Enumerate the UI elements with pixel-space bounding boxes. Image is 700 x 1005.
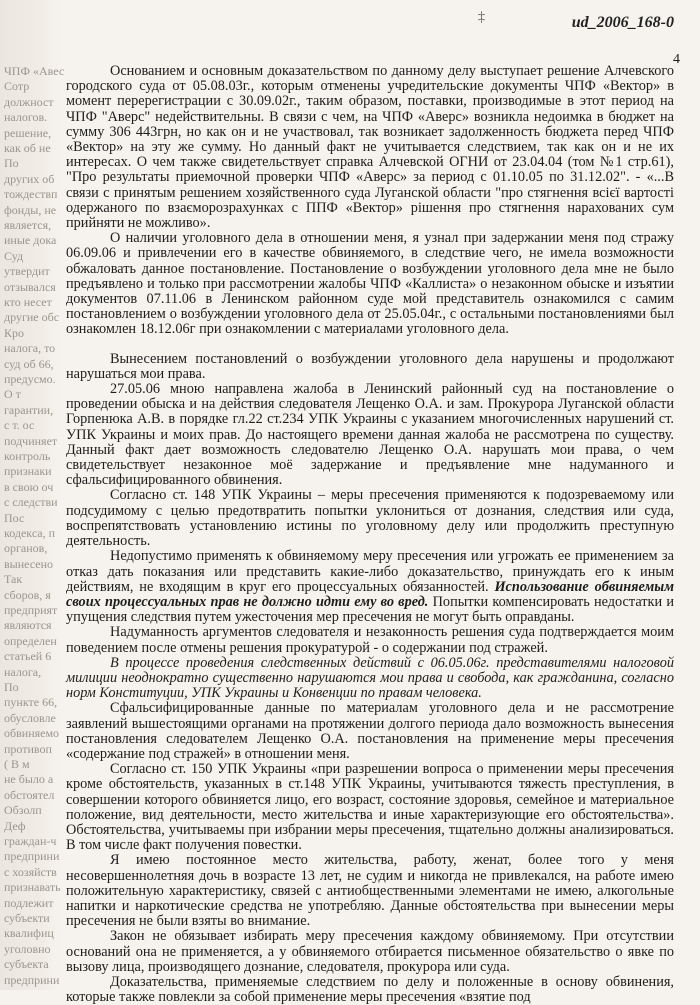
left-margin-bleed — [0, 0, 65, 990]
bleed-line: Пос — [4, 510, 25, 525]
emphasized-statement: Использование обвиняемым своих процессуальных прав не должно идти ему во вред. — [66, 578, 674, 610]
bleed-line: уголовно — [4, 941, 51, 956]
document-body — [66, 64, 674, 1005]
document-id: ud_2006_168-0 — [571, 14, 674, 31]
scan-speck: ‡ — [478, 10, 485, 25]
bleed-line: кодекса, п — [4, 526, 56, 540]
bleed-line: должност — [4, 94, 54, 109]
bleed-line: является, — [4, 218, 52, 232]
bleed-line: не было а — [4, 772, 54, 787]
bleed-line: другие обс — [4, 310, 60, 325]
paragraph-2: О наличии уголовного дела в отношении меня, я узнал при задержании меня под стражу 06.09.06 и привлечении его в качестве обвиняемого, в следствие чего, не имела возможности обжаловать данное постановление. Постановление о возбуждении уголовного дела мне не было предъявлено и только при рассмотрении жалобы ЧПФ «Каллиста» о незаконном обыске и изъятии документов 07.11.06 в Ленинском районном суде мой представитель ознакомился с самим постановлением о возбуждении уголовного дела от 25.05.04г., с остальными постановлениями был ознакомлен 18.12.06г при ознакомлении с материалами уголовного дела. — [66, 230, 674, 338]
bleed-line: налогов. — [4, 110, 48, 125]
bleed-line: подчиняет — [4, 433, 58, 448]
bleed-line: противоп — [4, 741, 52, 756]
bleed-line: Деф — [4, 818, 26, 833]
bleed-line: тождествп — [4, 187, 58, 202]
bleed-line: как об не — [4, 141, 51, 155]
bleed-line: решение, — [4, 125, 52, 140]
paragraph-1: Основанием и основным доказательством по данному делу выступает решение Алчевского городского суда от 05.08.03г., которым отменены учредительские документы ЧПФ «Вектор» в момент перерегистрации с 30.09.02г., таким образом, поставки, производимые в этот период на ЧПФ "Аверс" недействительны. В связи с чем, на ЧПФ «Аверс» возникла недоимка в бюджет на сумму 306 443грн, но как он и не участвовал, так возникает задолженность бюджета перед ЧПФ «Вектор» на эту же сумму. Но данный факт не учитывается следствием, так как он и не их интересах. О чем также свидетельствует справка Алчевской ОГНИ от 23.04.04 (том №1 стр.61), "Про результаты приемочной проверки ЧПФ «Аверс» за период с 01.10.05 по 31.12.02". - «...В связи с принятым решением хозяйственного суда Луганской области "про стягнення всієї вартості одержаного по взаєморозрахунках с ППФ «Вектор» рішення про стягнення нарахованих сум прийняти не можливо». — [66, 63, 674, 232]
bleed-line: иные дока — [4, 233, 57, 248]
bleed-line: О т — [4, 387, 21, 402]
paragraph-4: 27.05.06 мною направлена жалоба в Ленинский районный суд на постановление о проведении обыска и на действия следователя Лещенко О.А. и зам. Прокурора Луганской области Горпенюка А.В. в порядке гл.22 ст.234 УПК Украины с указанием многочисленных нарушений ст. УПК Украины и моих прав. До настоящего времени данная жалоба не рассмотрена по существу. Данный факт дает возможность следователю Лещенко О.А. нарушать мои права, о чем свидетельствует незаконное моё задержание и предъявление мне надуманного и сфальсифицированного обвинения. — [66, 381, 674, 489]
bleed-line: пункте 66, — [4, 695, 58, 710]
bleed-line: сборов, я — [4, 587, 51, 602]
bleed-line: предприни — [4, 972, 60, 987]
bleed-line: фонды, не — [4, 202, 57, 217]
bleed-line: Так — [4, 572, 23, 587]
bleed-line: Сотр — [4, 79, 30, 94]
paragraph-7: Надуманность аргументов следователя и незаконность решения суда подтверждается моим поведением после отмены решения прокуратурой - о содержании под стражей. — [66, 624, 674, 656]
paragraph-5: Согласно ст. 148 УПК Украины – меры пресечения применяются к подозреваемому или подсудимому с целью предотвратить попытки уклониться от дознания, следствия или суда, воспрепятствовать установлению истины по уголовному делу или продолжить преступную деятельность. — [66, 487, 674, 550]
bleed-line: Кро — [4, 325, 25, 340]
paragraph-3: Вынесением постановлений о возбуждении уголовного дела нарушены и продолжают нарушаться мои права. — [66, 350, 674, 382]
bleed-line: Суд — [4, 248, 24, 263]
bleed-line: квалифиц — [4, 926, 54, 941]
bleed-line: суд об 66, — [4, 356, 54, 371]
bleed-line: статьей 6 — [4, 649, 52, 664]
paragraph-13: Доказательства, применяемые следствием по делу и положенные в основу обвинения, которые также повлекли за собой применение меры пресечения «взятие под — [66, 973, 674, 1005]
bleed-line: гарантии, — [4, 402, 54, 417]
bleed-line: По — [4, 156, 19, 171]
bleed-line: налога, то — [4, 341, 56, 356]
bleed-line: субъекта — [4, 957, 49, 972]
bleed-line: с следстви — [4, 495, 58, 510]
bleed-line: являются — [4, 618, 52, 633]
bleed-line: подлежит — [4, 895, 54, 910]
bleed-line: субъекти — [4, 911, 50, 925]
paragraph-8-italic: В процессе проведения следственных действий с 06.05.06г. представителями налоговой милиции неоднократно существенно нарушаются мои права и свобода, как гражданина, согласно норм Конституции, УПК Украины и Конвенции по правам человека. — [66, 654, 674, 702]
bleed-line: налога, — [4, 664, 42, 679]
bleed-line: ( В м — [4, 757, 30, 771]
bleed-line: признаки — [4, 464, 52, 479]
bleed-line: в свою оч — [4, 479, 54, 494]
bleed-line: органов, — [4, 541, 48, 556]
bleed-line: По — [4, 680, 19, 694]
bleed-line: граждан-ч — [4, 834, 57, 848]
bleed-line: с хозяйств — [4, 864, 57, 879]
paragraph-6-text: Недопустимо применять к обвиняемому меру пресечения или угрожать ее применением за отказ дать показания или представить какие-либо доказательство, принуждать его к иным действиям, не входящим в круг его процессуальных обязанностей. — [66, 548, 674, 595]
bleed-line: предприят — [4, 603, 58, 617]
page-number: 4 — [673, 52, 680, 67]
bleed-line: определен — [4, 633, 57, 648]
paragraph-6-continuation: Попытки компенсировать недостатки и упущения следствия путем ужесточения мер пресечения не могут быть оправданы. — [66, 593, 674, 626]
bleed-line: с т. ос — [4, 418, 35, 433]
bleed-line: утвердит — [4, 264, 50, 279]
bleed-line: Обзолп — [4, 803, 42, 818]
paragraph-9: Сфальсифицированные данные по материалам уголовного дела и не рассмотрение заявлений вышестоящими органами на протяжении долгого периода дало возможность вынесения постановления следователем Лещенко О.А. постановления на применение меры пресечения «содержание под стражей» в отношении меня. — [66, 700, 674, 762]
bleed-line: обстоятел — [4, 787, 55, 802]
bleed-line: кто несет — [4, 295, 52, 309]
bleed-line: отзывался — [4, 279, 56, 294]
paragraph-6 — [66, 549, 674, 625]
bleed-line: ЧПФ «Авес — [4, 64, 65, 78]
paragraph-12: Закон не обязывает избирать меру пресечения каждому обвиняемому. При отсутствии оснований она не применяется, а у обвиняемого отбирается письменное обязательство о явке по вызову лица, производящего дознание, следователя, прокурора или суда. — [66, 928, 674, 975]
bleed-line: предприни — [4, 849, 60, 864]
bleed-line: контроль — [4, 449, 51, 463]
bleed-line: обвиняемо — [4, 726, 60, 741]
paragraph-10: Согласно ст. 150 УПК Украины «при разрешении вопроса о применении меры пресечения кроме обстоятельств, указанных в ст.148 УПК Украины, учитываются тяжесть преступления, в совершении которого обвиняется лицо, его возраст, состояние здоровья, семейное и материальное положение, вид деятельности, место жительства и иные характеризующие его обстоятельства». Обстоятельства, учитываемы при избрании меры пресечения, тщательно должны анализироваться. В том числе факт получения повестки. — [66, 761, 674, 854]
paragraph-11: Я имею постоянное место жительства, работу, женат, более того у меня несовершеннолетняя дочь в возрасте 13 лет, не судим и никогда не привлекался, на работе имею положительную характеристику, связей с антиобщественными элементами не имею, алкогольные напитки и наркотические средства не употребляю. Данные обстоятельства при вынесении меры пресечения не были взяты во внимание. — [66, 852, 674, 930]
bleed-line: предусмо. — [4, 372, 56, 386]
bleed-line: других об — [4, 171, 55, 186]
bleed-line: признавать — [4, 880, 61, 895]
bleed-line: вынесено — [4, 556, 53, 571]
bleed-line: обусловле — [4, 710, 56, 725]
